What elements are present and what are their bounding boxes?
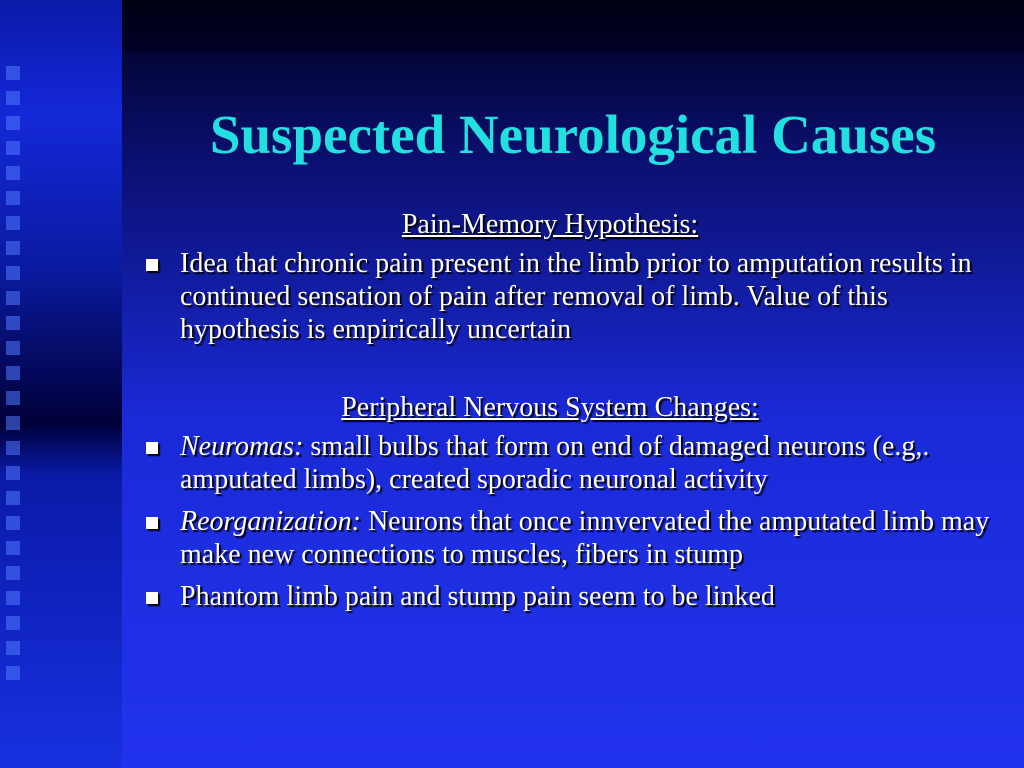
left-decorative-strip	[0, 0, 122, 768]
decorative-square	[6, 291, 20, 305]
decorative-square	[6, 166, 20, 180]
bullet-item	[140, 430, 1000, 496]
slide-title: Suspected Neurological Causes	[209, 104, 937, 165]
decorative-square	[6, 141, 20, 155]
decorative-square	[6, 191, 20, 205]
decorative-square	[6, 616, 20, 630]
decorative-square	[6, 316, 20, 330]
bullet-text: small bulbs that form on end of damaged neurons (e.g,. amputated limbs), created sporadic neuronal activity	[180, 431, 930, 495]
bullet-item	[140, 247, 1000, 346]
bullet-item	[140, 580, 1000, 613]
decorative-square	[6, 91, 20, 105]
top-band	[0, 0, 1024, 52]
square-bullet-icon	[146, 442, 158, 454]
decorative-square	[6, 591, 20, 605]
bullet-text: Phantom limb pain and stump pain seem to be linked	[180, 581, 775, 612]
bullet-text: Idea that chronic pain present in the limb prior to amputation results in continued sensation of pain after removal of limb. Value of this hypothesis is empirically uncertain	[180, 248, 972, 345]
square-bullet-icon	[146, 592, 158, 604]
decorative-square	[6, 441, 20, 455]
decorative-squares	[6, 66, 28, 691]
decorative-square	[6, 466, 20, 480]
decorative-square	[6, 541, 20, 555]
decorative-square	[6, 666, 20, 680]
section-spacer	[140, 355, 1000, 391]
bullet-text: Neurons that once innvervated the amputated limb may make new connections to muscles, fibers in stump	[180, 506, 990, 570]
bullet-lead-term: Reorganization:	[180, 506, 361, 537]
square-bullet-icon	[146, 259, 158, 271]
decorative-square	[6, 641, 20, 655]
decorative-square	[6, 516, 20, 530]
decorative-square	[6, 391, 20, 405]
decorative-square	[6, 566, 20, 580]
decorative-square	[6, 366, 20, 380]
decorative-square	[6, 241, 20, 255]
decorative-square	[6, 341, 20, 355]
decorative-square	[6, 266, 20, 280]
decorative-square	[6, 416, 20, 430]
decorative-square	[6, 116, 20, 130]
decorative-square	[6, 216, 20, 230]
bullet-item	[140, 505, 1000, 571]
bullet-lead-term: Neuromas:	[180, 431, 304, 462]
decorative-square	[6, 491, 20, 505]
slide-body	[140, 208, 1000, 622]
decorative-square	[6, 66, 20, 80]
square-bullet-icon	[146, 517, 158, 529]
section-heading-pain-memory: Pain-Memory Hypothesis:	[401, 209, 699, 240]
section-heading-peripheral: Peripheral Nervous System Changes:	[341, 392, 759, 423]
